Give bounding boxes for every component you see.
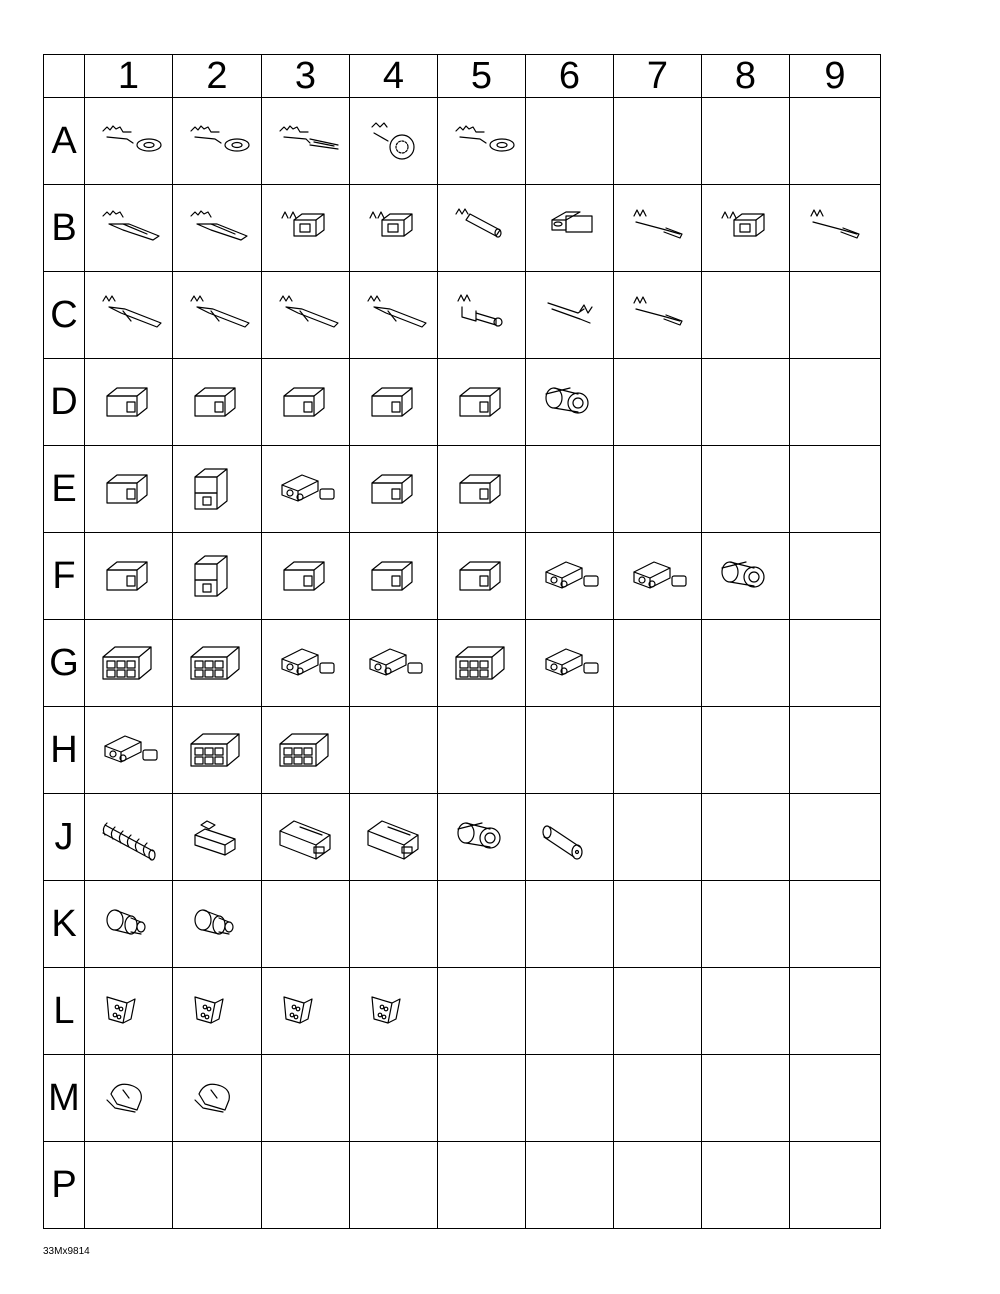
row-header-J: J [44, 794, 85, 881]
table-row [44, 1142, 881, 1229]
connector-housing-icon [85, 550, 172, 602]
grid-cell-A4 [350, 98, 438, 185]
corrugated-sleeve-icon [85, 811, 172, 863]
grid-cell-F2 [173, 533, 262, 620]
pin-terminal-icon [614, 289, 701, 341]
grid-cell-A9 [790, 98, 881, 185]
round-connector-icon [438, 811, 525, 863]
grid-cell-H3 [262, 707, 350, 794]
table-row [44, 1055, 881, 1142]
locking-wedge-icon [173, 985, 261, 1037]
grid-cell-D4 [350, 359, 438, 446]
sealed-connector-icon [614, 550, 701, 602]
grid-cell-B5 [438, 185, 526, 272]
connector-housing-icon [350, 463, 437, 515]
column-header-1: 1 [85, 55, 173, 98]
fuse-holder-icon [350, 811, 437, 863]
grid-cell-P3 [262, 1142, 350, 1229]
connector-housing-icon [85, 463, 172, 515]
grid-cell-K8 [702, 881, 790, 968]
grid-cell-M2 [173, 1055, 262, 1142]
grid-cell-M8 [702, 1055, 790, 1142]
grid-cell-P8 [702, 1142, 790, 1229]
column-header-2: 2 [173, 55, 262, 98]
locking-wedge-icon [350, 985, 437, 1037]
grid-cell-B4 [350, 185, 438, 272]
grid-cell-P5 [438, 1142, 526, 1229]
sealed-connector-icon [262, 637, 349, 689]
grid-cell-C4 [350, 272, 438, 359]
ring-terminal-icon [438, 115, 525, 167]
grid-cell-J8 [702, 794, 790, 881]
grid-cell-A3 [262, 98, 350, 185]
grid-cell-L3 [262, 968, 350, 1055]
column-header-8: 8 [702, 55, 790, 98]
grid-cell-C6 [526, 272, 614, 359]
grid-cell-L6 [526, 968, 614, 1055]
grid-cell-P2 [173, 1142, 262, 1229]
grid-cell-A6 [526, 98, 614, 185]
connector-housing-icon [262, 550, 349, 602]
grid-cell-D8 [702, 359, 790, 446]
sealed-connector-icon [85, 724, 172, 776]
row-header-M: M [44, 1055, 85, 1142]
grid-cell-L8 [702, 968, 790, 1055]
round-connector-icon [702, 550, 789, 602]
male-blade-terminal-icon [85, 289, 172, 341]
grid-cell-G6 [526, 620, 614, 707]
cylinder-cap-icon [526, 811, 613, 863]
grid-cell-G4 [350, 620, 438, 707]
bullet-terminal-icon [438, 289, 525, 341]
grid-cell-D1 [85, 359, 173, 446]
connector-housing-icon [173, 376, 261, 428]
grid-cell-H8 [702, 707, 790, 794]
connector-housing-icon [438, 463, 525, 515]
grid-cell-M7 [614, 1055, 702, 1142]
grid-cell-B7 [614, 185, 702, 272]
row-header-L: L [44, 968, 85, 1055]
table-row [44, 794, 881, 881]
grid-cell-A8 [702, 98, 790, 185]
table-row [44, 968, 881, 1055]
female-box-terminal-icon [702, 202, 789, 254]
grid-cell-C5 [438, 272, 526, 359]
ring-terminal-icon [173, 115, 261, 167]
row-header-K: K [44, 881, 85, 968]
double-connector-housing-icon [173, 550, 261, 602]
female-box-terminal-icon [262, 202, 349, 254]
male-blade-terminal-icon [350, 289, 437, 341]
connector-housing-icon [438, 550, 525, 602]
row-header-P: P [44, 1142, 85, 1229]
table-row [44, 533, 881, 620]
grid-cell-K7 [614, 881, 702, 968]
grid-cell-B2 [173, 185, 262, 272]
multi-pin-connector-icon [85, 637, 172, 689]
row-header-F: F [44, 533, 85, 620]
grid-cell-E2 [173, 446, 262, 533]
round-connector-icon [526, 376, 613, 428]
grid-cell-H5 [438, 707, 526, 794]
wire-seal-icon [85, 898, 172, 950]
grid-cell-E6 [526, 446, 614, 533]
grid-cell-D6 [526, 359, 614, 446]
table-row [44, 707, 881, 794]
grid-cell-P6 [526, 1142, 614, 1229]
grid-cell-H4 [350, 707, 438, 794]
connector-housing-icon [350, 550, 437, 602]
grid-cell-F3 [262, 533, 350, 620]
grid-cell-J9 [790, 794, 881, 881]
grid-cell-C8 [702, 272, 790, 359]
sealed-connector-icon [526, 550, 613, 602]
pin-terminal-icon [614, 202, 701, 254]
connector-housing-icon [262, 376, 349, 428]
grid-cell-E8 [702, 446, 790, 533]
grid-cell-P4 [350, 1142, 438, 1229]
column-header-row [44, 55, 881, 98]
multi-pin-connector-icon [438, 637, 525, 689]
grid-cell-F8 [702, 533, 790, 620]
grid-cell-E4 [350, 446, 438, 533]
grid-cell-B8 [702, 185, 790, 272]
grid-cell-M9 [790, 1055, 881, 1142]
column-header-3: 3 [262, 55, 350, 98]
grid-cell-H6 [526, 707, 614, 794]
female-blade-terminal-icon [85, 202, 172, 254]
grid-cell-H9 [790, 707, 881, 794]
grid-cell-K2 [173, 881, 262, 968]
butt-connector-icon [438, 202, 525, 254]
grid-cell-C7 [614, 272, 702, 359]
row-header-B: B [44, 185, 85, 272]
grid-cell-L2 [173, 968, 262, 1055]
grid-cell-J6 [526, 794, 614, 881]
terminal-connector-chart [43, 54, 881, 1229]
grid-cell-M4 [350, 1055, 438, 1142]
grid-cell-E9 [790, 446, 881, 533]
ring-terminal-icon [85, 115, 172, 167]
table-row [44, 881, 881, 968]
multi-pin-connector-icon [262, 724, 349, 776]
double-connector-housing-icon [173, 463, 261, 515]
grid-cell-F6 [526, 533, 614, 620]
table-row [44, 446, 881, 533]
grid-cell-A5 [438, 98, 526, 185]
grid-cell-J4 [350, 794, 438, 881]
grid-cell-K5 [438, 881, 526, 968]
grid-cell-L7 [614, 968, 702, 1055]
grid-cell-L5 [438, 968, 526, 1055]
fuse-icon [173, 811, 261, 863]
wire-seal-icon [173, 898, 261, 950]
grid-cell-L9 [790, 968, 881, 1055]
grid-cell-K9 [790, 881, 881, 968]
sealed-connector-icon [526, 637, 613, 689]
clip-icon [85, 1072, 172, 1124]
grid-cell-M1 [85, 1055, 173, 1142]
grid-cell-F4 [350, 533, 438, 620]
star-washer-terminal-icon [350, 115, 437, 167]
grid-cell-C2 [173, 272, 262, 359]
column-header-6: 6 [526, 55, 614, 98]
grid-cell-G2 [173, 620, 262, 707]
male-blade-terminal-icon [173, 289, 261, 341]
grid-cell-C9 [790, 272, 881, 359]
column-header-9: 9 [790, 55, 881, 98]
flag-terminal-icon [526, 202, 613, 254]
spade-terminal-icon [262, 115, 349, 167]
grid-cell-G1 [85, 620, 173, 707]
clip-icon [173, 1072, 261, 1124]
locking-wedge-icon [85, 985, 172, 1037]
grid-cell-H2 [173, 707, 262, 794]
grid-cell-D7 [614, 359, 702, 446]
grid-cell-P1 [85, 1142, 173, 1229]
multi-pin-connector-icon [173, 637, 261, 689]
grid-cell-E7 [614, 446, 702, 533]
grid-cell-F1 [85, 533, 173, 620]
male-blade-terminal-icon [262, 289, 349, 341]
grid-cell-G7 [614, 620, 702, 707]
grid-cell-E1 [85, 446, 173, 533]
grid-cell-M5 [438, 1055, 526, 1142]
grid-cell-K1 [85, 881, 173, 968]
connector-housing-icon [85, 376, 172, 428]
grid-cell-M3 [262, 1055, 350, 1142]
grid-cell-A2 [173, 98, 262, 185]
grid-cell-G3 [262, 620, 350, 707]
grid-cell-B9 [790, 185, 881, 272]
grid-cell-K3 [262, 881, 350, 968]
grid-cell-D3 [262, 359, 350, 446]
table-row [44, 98, 881, 185]
table-row [44, 185, 881, 272]
grid-cell-K4 [350, 881, 438, 968]
grid-cell-J3 [262, 794, 350, 881]
grid-cell-D9 [790, 359, 881, 446]
grid-cell-J1 [85, 794, 173, 881]
column-header-5: 5 [438, 55, 526, 98]
grid-cell-M6 [526, 1055, 614, 1142]
grid-cell-J7 [614, 794, 702, 881]
grid-cell-E5 [438, 446, 526, 533]
grid-cell-E3 [262, 446, 350, 533]
grid-cell-H1 [85, 707, 173, 794]
grid-cell-P7 [614, 1142, 702, 1229]
locking-wedge-icon [262, 985, 349, 1037]
row-header-D: D [44, 359, 85, 446]
grid-cell-B6 [526, 185, 614, 272]
grid-cell-F7 [614, 533, 702, 620]
row-header-E: E [44, 446, 85, 533]
table-row [44, 620, 881, 707]
grid-cell-J2 [173, 794, 262, 881]
column-header-4: 4 [350, 55, 438, 98]
grid-cell-B3 [262, 185, 350, 272]
grid-cell-A1 [85, 98, 173, 185]
grid-cell-L4 [350, 968, 438, 1055]
grid-cell-G9 [790, 620, 881, 707]
grid-cell-L1 [85, 968, 173, 1055]
row-header-G: G [44, 620, 85, 707]
grid-cell-K6 [526, 881, 614, 968]
grid-cell-B1 [85, 185, 173, 272]
table-row [44, 272, 881, 359]
corner-cell [44, 55, 85, 98]
pin-terminal-icon [790, 202, 880, 254]
sealed-connector-icon [262, 463, 349, 515]
female-blade-terminal-icon [173, 202, 261, 254]
grid-cell-F9 [790, 533, 881, 620]
grid-cell-H7 [614, 707, 702, 794]
row-header-C: C [44, 272, 85, 359]
grid-cell-J5 [438, 794, 526, 881]
multi-pin-connector-icon [173, 724, 261, 776]
grid-cell-C3 [262, 272, 350, 359]
grid-cell-A7 [614, 98, 702, 185]
sealed-connector-icon [350, 637, 437, 689]
grid-cell-G5 [438, 620, 526, 707]
grid-cell-F5 [438, 533, 526, 620]
grid-cell-C1 [85, 272, 173, 359]
fuse-holder-icon [262, 811, 349, 863]
figure-id: 33Mx9814 [43, 1246, 90, 1257]
grid-cell-P9 [790, 1142, 881, 1229]
table-row [44, 359, 881, 446]
grid-cell-G8 [702, 620, 790, 707]
row-header-H: H [44, 707, 85, 794]
column-header-7: 7 [614, 55, 702, 98]
socket-terminal-icon [526, 289, 613, 341]
connector-housing-icon [350, 376, 437, 428]
grid-cell-D2 [173, 359, 262, 446]
grid-cell-D5 [438, 359, 526, 446]
female-box-terminal-icon [350, 202, 437, 254]
row-header-A: A [44, 98, 85, 185]
connector-housing-icon [438, 376, 525, 428]
